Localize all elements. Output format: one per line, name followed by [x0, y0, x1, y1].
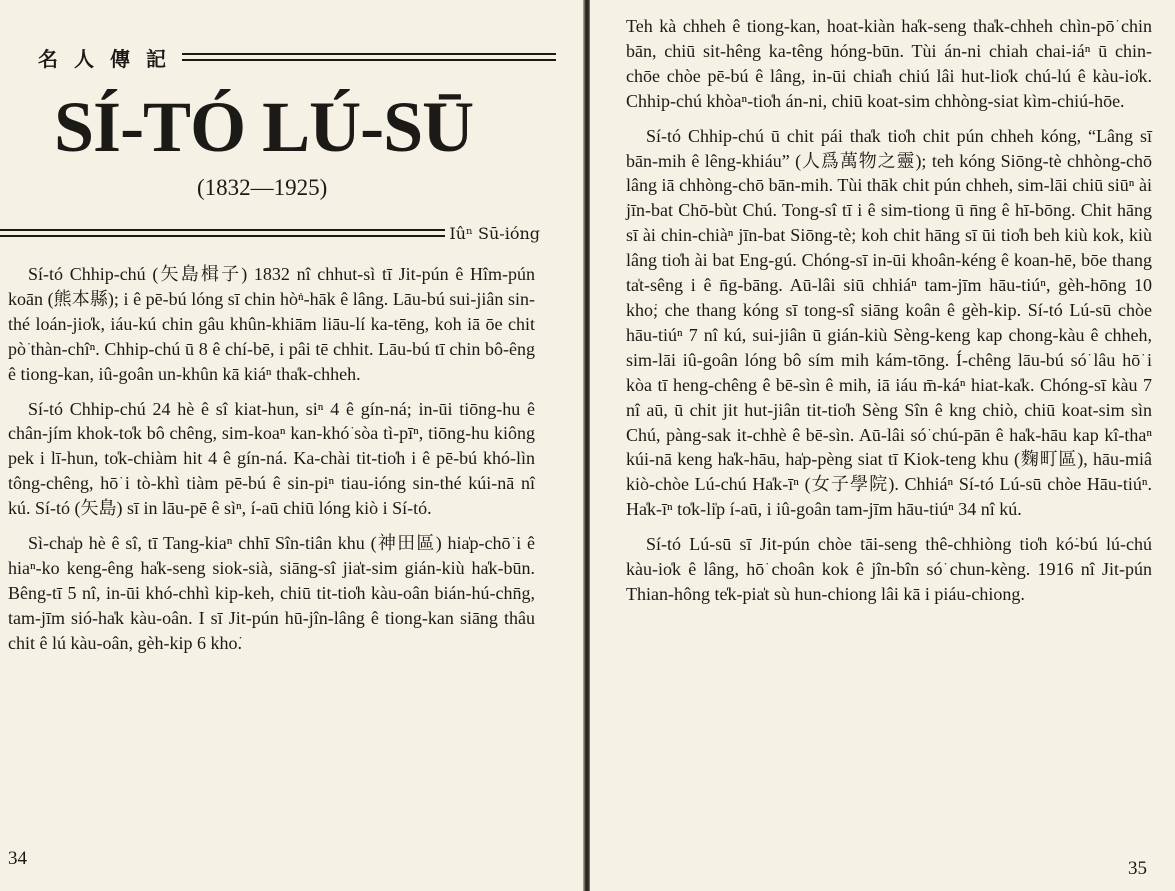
- series-header: [38, 44, 556, 70]
- paragraph: Teh kà chheh ê tiong-kan, hoat-kiàn ha̍k-seng tha̍k-chheh chìn-pō͘ chin bān, chiū sit-hêng ka-têng hóng-būn. Tùi án-ni chiah chai-iáⁿ ū chin-chōe chòe pē-bú ê lâng, in-ūi chia̍h chiú lâi hut-lio̍k chú-lú ê kàu-io̍k. Chhip-chú khòaⁿ-tio̍h án-ni, chiū koat-sim chhòng-siat kìm-chiú-hōe.: [626, 16, 1152, 111]
- paragraph: Sí-tó Lú-sū sī Jit-pún chòe tāi-seng thê-chhiòng tio̍h kó͘-bú lú-chú kàu-io̍k ê lâng, hō͘ choân kok ê jîn-bîn só͘ chun-kèng. 1916 nî Jit-pún Thian-hông te̍k-pia̍t sù hun-chiong lâi kā i piáu-chiong.: [626, 534, 1152, 604]
- paragraph: Sì-cha̍p hè ê sî, tī Tang-kiaⁿ chhī Sîn-tiân khu (神田區) hia̍p-chō͘ i ê hiaⁿ-ko keng-êng ha̍k-seng siok-sià, siāng-sî jia̍t-sim gián-kiù ha̍k-būn. Bêng-tī 5 nî, in-ūi khó-chhì kip-keh, chiū tit-tio̍h kàu-oân bián-hú-chn̄g, tam-jīm sió-ha̍k kàu-oân. I sī Jit-pún hū-jîn-lâng ê tiong-kan siāng thâu chit ê lú kàu-oân, gèh-kip 6 kho͘.: [8, 533, 535, 653]
- paragraph: Sí-tó Chhip-chú (矢島楫子) 1832 nî chhut-sì tī Jit-pún ê Hîm-pún koān (熊本縣); i ê pē-bú lóng sī chin hò͘ⁿ-hāk ê lâng. Lāu-bú sui-jiân sin-thé loán-jio̍k, iáu-kú chin gâu khûn-khiām liāu-lí ka-tēng, koh iā ōe chit pò͘ thàn-chîⁿ. Chhip-chú ū 8 ê chí-bē, i pâi tē chhit. Lāu-bú tī chin bô-êng ê tiong-kan, iû-goân un-khûn kā kiáⁿ tha̍k-chheh.: [8, 264, 535, 384]
- author-double-rule: [0, 229, 445, 237]
- series-title: 名人傳記: [38, 46, 182, 71]
- header-double-rule: [182, 53, 556, 61]
- paragraph: Sí-tó Chhip-chú 24 hè ê sî kiat-hun, siⁿ 4 ê gín-ná; in-ūi tiōng-hu ê chân-jím khok-to̍k bô chêng, sim-koaⁿ kan-khó͘ sòa tì-pīⁿ, tiōng-hu kiông pek i lī-hun, to̍k-chiàm hit 4 ê gín-ná. Ka-chài tit-tio̍h i ê pē-bú khó-lìn tông-chêng, hō͘ i tò-khì tiàm pē-bú ê sin-piⁿ tiau-ióng sin-thé kúi-nā nî kú. Sí-tó (矢島) sī in lāu-pē ê sìⁿ, í-aū chiū lóng kiò i Sí-tó.: [8, 398, 535, 519]
- left-page: [0, 0, 584, 891]
- author-line: [0, 220, 540, 246]
- left-body-text: [8, 262, 535, 666]
- page-number-right: 35: [1128, 858, 1147, 879]
- life-years: (1832—1925): [197, 175, 328, 200]
- paragraph: Sí-tó Chhip-chú ū chit pái tha̍k tio̍h chit pún chheh kóng, “Lâng sī bān-mih ê lêng-khiáu” (人爲萬物之靈); teh kóng Siōng-tè chhòng-chō lâng iā chhòng-chō bān-mih. Tùi thāk chit pún chheh, sim-lāi chiū siūⁿ ài jīn-bat Chō-bùt Chú. Tong-sî tī i ê sim-tiong ū n̄ng ê hī-bōng. Chit hāng sī ài chin-chiàⁿ jīn-bat Siōng-tè; koh chit hāng sī ūi tio̍h beh kiù kok, kiù lâng tio̍h ài bat Eng-gú. Chóng-sī in-ūi khoân-kéng ê koan-hē, bōe thang ta̍t-sêng i ê n̄g-bāng. Aū-lâi siū chhiáⁿ tam-jīm hāu-tiúⁿ, gèh-hōng 10 kho͘; che thang kóng sī tong-sî siāng koân ê gèh-kip. Sí-tó Lú-sū chòe hāu-tiúⁿ 7 nî kú, sui-jiân ū gián-kiù Sèng-keng kap chong-kàu ê chheh, sim-lāi iû-goân lóng bô sím mih kám-tōng. Í-chêng lāu-bú só͘ lâu hō͘ i kòa tī heng-chêng ê bē-sìn ê mih, iā iáu m̄-káⁿ hiat-ka̍k. Chóng-sī kàu 7 nî aū, ū chit jit hut-jiân tit-tio̍h Sèng Sîn ê kng chiò, chiū koat-sim sìn Chú, pàng-sak it-chhè ê bē-sìn. Aū-lâi só͘ chú-pān ê ha̍k-hāu kap kî-thaⁿ kúi-nā keng ha̍k-hāu, ha̍p-pèng siat tī Kiok-teng khu (麴町區), hāu-miâ kiò-chòe Lú-chú Ha̍k-īⁿ (女子學院). Chhiáⁿ Sí-tó Lú-sū chòe Hāu-tiúⁿ. Ha̍k-īⁿ to̍k-li̍p í-aū, i iû-goân tam-jīm hāu-tiúⁿ 34 nî kú.: [626, 125, 1152, 520]
- author-name: Iûⁿ Sū-ióng: [449, 223, 540, 243]
- right-body-text: [626, 14, 1152, 617]
- page-number-left: 34: [8, 848, 27, 869]
- article-title: SÍ-TÓ LÚ-SŪ: [54, 87, 474, 167]
